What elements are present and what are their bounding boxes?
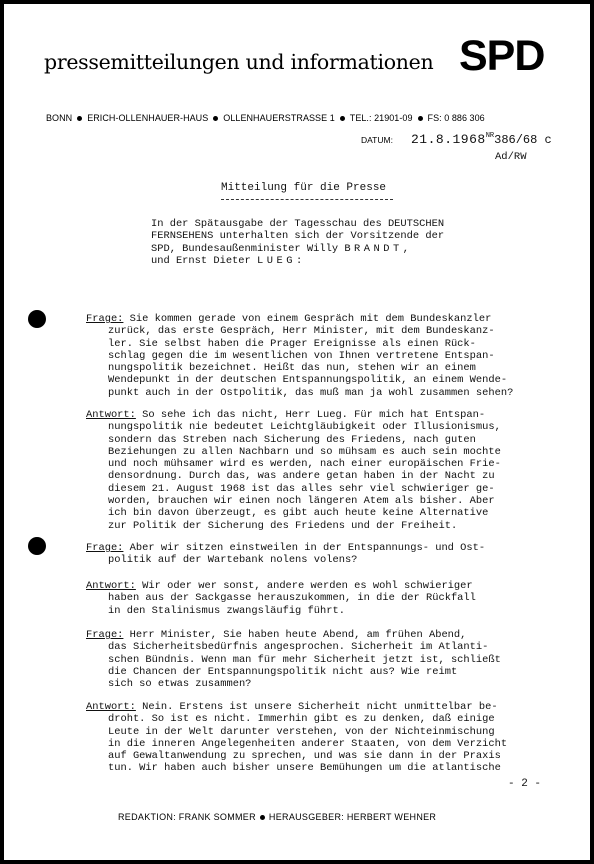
page-number: - 2 - — [508, 778, 542, 790]
qa-line — [86, 313, 556, 325]
qa-label: Antwort: — [86, 701, 136, 713]
footer — [118, 812, 436, 822]
reference-initials: Ad/RW — [495, 151, 527, 163]
qa-line — [86, 542, 556, 554]
intro-line: FERNSEHENS unterhalten sich der Vorsitzende der — [151, 230, 445, 243]
masthead-title: pressemitteilungen und informationen — [44, 50, 434, 74]
document-heading: Mitteilung für die Presse — [221, 182, 387, 194]
qa-block — [86, 701, 556, 775]
qa-label: Frage: — [86, 313, 124, 325]
bullet-icon — [340, 116, 345, 121]
datum-label: DATUM: — [361, 135, 393, 145]
qa-line — [86, 701, 556, 713]
qa-block — [86, 313, 556, 399]
qa-line: punkt auch in der Ostpolitik, das muß man ja wohl zusammen sehen? — [108, 386, 514, 399]
qa-label: Antwort: — [86, 580, 136, 592]
address-building: ERICH-OLLENHAUER-HAUS — [87, 113, 209, 123]
speaker-name-lueg: LUEG: — [257, 254, 306, 267]
intro-line: In der Spätausgabe der Tagesschau des DEUTSCHEN — [151, 218, 445, 230]
spd-logo: SPD — [459, 32, 545, 80]
address-bar — [46, 113, 566, 123]
qa-line: ich bin davon überzeugt, es gibt auch heute keine Alternative — [108, 507, 489, 520]
qa-line: in die inneren Angelegenheiten anderer Staaten, von dem Verzicht — [108, 737, 508, 750]
intro-text: und Ernst Dieter — [151, 254, 251, 267]
qa-line: Leute in der Welt darunter verstehen, von der Nichteinmischung — [108, 725, 495, 738]
qa-line: nungspolitik nie bedeutet Leichtgläubigkeit oder Illusionismus, — [108, 421, 501, 434]
speaker-name-brandt: BRANDT, — [344, 242, 413, 255]
qa-line: diesem 21. August 1968 ist das alles sehr viel schwieriger ge- — [108, 482, 495, 495]
address-street: OLLENHAUERSTRASSE 1 — [223, 113, 335, 123]
qa-line: Beziehungen zu allen Nachbarn und so mühsam es auch sein mochte — [108, 445, 501, 458]
footer-editor: REDAKTION: FRANK SOMMER — [118, 812, 256, 822]
qa-line: tun. Wir haben auch bisher unsere Bemühungen um die atlantische — [108, 762, 501, 775]
qa-block — [86, 629, 556, 690]
qa-line: zur Politik der Sicherung des Friedens und der Freiheit. — [108, 519, 458, 532]
qa-text: Aber wir sitzen einstweilen in der Entspannungs- und Ost- — [129, 542, 486, 554]
punch-hole — [28, 537, 46, 555]
bullet-icon — [213, 116, 218, 121]
address-city: BONN — [46, 113, 73, 123]
qa-line: ler. Sie selbst haben die Prager Ereignisse als einen Rück- — [108, 337, 476, 350]
nr-label: NR — [485, 132, 495, 140]
punch-hole — [28, 310, 46, 328]
qa-line: und noch mühsamer wird es werden, nach einer europäischen Frie- — [108, 458, 501, 471]
bullet-icon — [418, 116, 423, 121]
qa-line: in den Stalinismus zwangsläufig führt. — [108, 604, 345, 617]
qa-line — [86, 409, 556, 421]
address-phone: TEL.: 21901-09 — [349, 113, 413, 123]
intro-line — [151, 243, 531, 255]
datum-value: 21.8.1968 — [411, 132, 486, 147]
qa-text: So sehe ich das nicht, Herr Lueg. Für mich hat Entspan- — [142, 409, 486, 421]
qa-line: haben aus der Sackgasse herauszukommen, in die der Rückfall — [108, 592, 476, 605]
qa-block — [86, 580, 556, 617]
qa-line: politik auf der Wartebank nolens volens? — [108, 554, 358, 567]
qa-line — [86, 629, 556, 641]
qa-line: das Sicherheitsbedürfnis angesprochen. Sicherheit im Atlanti- — [108, 641, 489, 654]
intro-text: SPD, Bundesaußenminister Willy — [151, 242, 339, 255]
qa-label: Frage: — [86, 542, 124, 554]
qa-text: Wir oder wer sonst, andere werden es wohl schwieriger — [142, 580, 473, 592]
qa-text: Sie kommen gerade von einem Gespräch mit dem Bundeskanzler — [129, 313, 492, 325]
qa-block — [86, 542, 556, 567]
qa-text: Herr Minister, Sie haben heute Abend, am frühen Abend, — [129, 629, 467, 641]
nr-value: 386/68 c — [494, 133, 552, 147]
bullet-icon — [77, 116, 82, 121]
qa-line: worden, brauchen wir einen noch längeren Atem als bisher. Aber — [108, 495, 495, 508]
qa-label: Frage: — [86, 629, 124, 641]
qa-line: nungspolitik bezeichnet. Heißt das nun, stehen wir an einem — [108, 362, 476, 375]
qa-line: schlag gegen die im wesentlichen von Ihnen vertretene Entspan- — [108, 349, 495, 362]
qa-line — [86, 580, 556, 592]
qa-label: Antwort: — [86, 409, 136, 421]
qa-line: droht. So ist es nicht. Immerhin gibt es zu denken, daß einige — [108, 713, 495, 726]
footer-publisher: HERAUSGEBER: HERBERT WEHNER — [268, 812, 437, 822]
qa-line: Wendepunkt in der deutschen Entspannungspolitik, an einem Wende- — [108, 374, 508, 387]
qa-line: densordnung. Durch das, was andere getan haben in der Nacht zu — [108, 470, 495, 483]
intro-line — [151, 255, 531, 267]
address-telex: FS: 0 886 306 — [427, 113, 485, 123]
heading-underline — [221, 199, 393, 200]
qa-line: sich so etwas zusammen? — [108, 678, 252, 691]
qa-line: auf Gewaltanwendung zu sprechen, und was sie dann in der Praxis — [108, 750, 501, 763]
datum-and-number — [411, 132, 552, 147]
qa-text: Nein. Erstens ist unsere Sicherheit nicht unmittelbar be- — [142, 701, 498, 713]
qa-line: die Chancen der Entspannungspolitik nicht aus? Wie reimt — [108, 665, 458, 678]
qa-line: sondern das Streben nach Sicherung des Friedens, nach guten — [108, 433, 476, 446]
qa-line: schen Bündnis. Wenn man für mehr Sicherheit jetzt ist, schließt — [108, 653, 501, 666]
intro-paragraph — [151, 218, 531, 267]
bullet-icon — [260, 815, 265, 820]
qa-line: zurück, das erste Gespräch, Herr Minister, mit dem Bundeskanz- — [108, 325, 495, 338]
qa-block — [86, 409, 556, 532]
